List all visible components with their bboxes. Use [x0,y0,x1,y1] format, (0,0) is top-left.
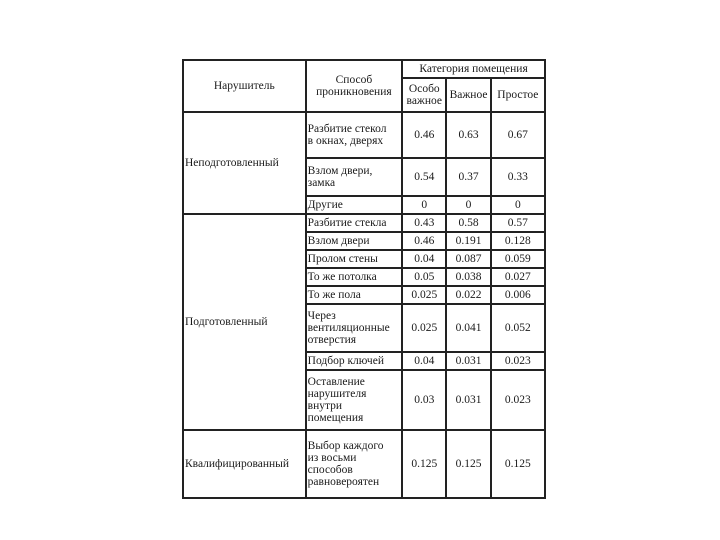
value-especially-important: 0.025 [402,286,446,304]
value-especially-important: 0.46 [402,112,446,158]
value-especially-important: 0.54 [402,158,446,196]
method-line: способов [307,464,353,476]
header-method-line1: Способ [335,74,373,86]
method-line: отверстия [307,334,357,346]
method-line: То же потолка [307,271,377,283]
method-line: Пролом стены [307,253,378,265]
table-body [183,60,545,498]
method-line: помещения [307,412,364,424]
value-especially-important: 0.05 [402,268,446,286]
value-especially-important: 0 [402,196,446,214]
method-line: нарушителя [307,388,367,400]
header-method [306,60,403,112]
value-simple: 0.57 [491,214,545,232]
method-line: Выбор каждого [307,440,384,452]
table-row [183,214,545,232]
intrusion-probability-table [182,59,546,499]
method-line: То же пола [307,289,361,301]
value-simple: 0.059 [491,250,545,268]
value-especially-important: 0.125 [402,430,446,498]
method-cell [306,232,403,250]
method-line: Разбитие стекол [307,123,387,135]
method-cell [306,430,403,498]
value-important: 0 [446,196,490,214]
violator-cell: Подготовленный [183,214,306,430]
violator-cell: Квалифицированный [183,430,306,498]
violator-cell: Неподготовленный [183,112,306,214]
value-simple: 0.023 [491,352,545,370]
method-line: Подбор ключей [307,355,384,367]
method-cell [306,370,403,430]
value-important: 0.58 [446,214,490,232]
method-line: Разбитие стекла [307,217,387,229]
method-line: вентиляционные [307,322,390,334]
value-especially-important: 0.03 [402,370,446,430]
header-method-line2: проникновения [316,86,392,98]
value-important: 0.125 [446,430,490,498]
method-line: равновероятен [307,476,380,488]
method-line: Через [307,310,336,322]
method-cell [306,158,403,196]
value-simple: 0.128 [491,232,545,250]
subheader-simple: Простое [491,78,545,112]
method-cell [306,112,403,158]
value-simple: 0.33 [491,158,545,196]
value-important: 0.63 [446,112,490,158]
value-simple: 0.023 [491,370,545,430]
value-important: 0.031 [446,370,490,430]
value-simple: 0.67 [491,112,545,158]
value-important: 0.041 [446,304,490,352]
value-especially-important: 0.04 [402,250,446,268]
method-line: замка [307,177,336,189]
table-row [183,430,545,498]
method-cell [306,304,403,352]
value-especially-important: 0.46 [402,232,446,250]
header-category: Категория помещения [402,60,545,78]
method-cell [306,286,403,304]
method-cell [306,250,403,268]
method-cell [306,352,403,370]
method-line: Оставление [307,376,365,388]
value-simple: 0.052 [491,304,545,352]
method-line: Взлом двери [307,235,370,247]
value-important: 0.191 [446,232,490,250]
value-important: 0.087 [446,250,490,268]
header-violator: Нарушитель [183,60,306,112]
value-important: 0.031 [446,352,490,370]
value-simple: 0.027 [491,268,545,286]
method-cell [306,196,403,214]
value-important: 0.022 [446,286,490,304]
value-especially-important: 0.025 [402,304,446,352]
method-cell [306,268,403,286]
value-important: 0.37 [446,158,490,196]
method-line: Другие [307,199,343,211]
value-especially-important: 0.43 [402,214,446,232]
value-simple: 0.006 [491,286,545,304]
method-line: Взлом двери, [307,165,373,177]
method-line: из восьми [307,452,357,464]
subheader-especially-line2: важное [406,95,443,107]
value-simple: 0 [491,196,545,214]
subheader-especially-important [402,78,446,112]
method-line: внутри [307,400,343,412]
subheader-especially-line1: Особо [408,83,440,95]
header-row [183,60,545,78]
value-important: 0.038 [446,268,490,286]
table-row [183,112,545,158]
value-simple: 0.125 [491,430,545,498]
method-cell [306,214,403,232]
value-especially-important: 0.04 [402,352,446,370]
subheader-important: Важное [446,78,490,112]
method-line: в окнах, дверях [307,135,384,147]
